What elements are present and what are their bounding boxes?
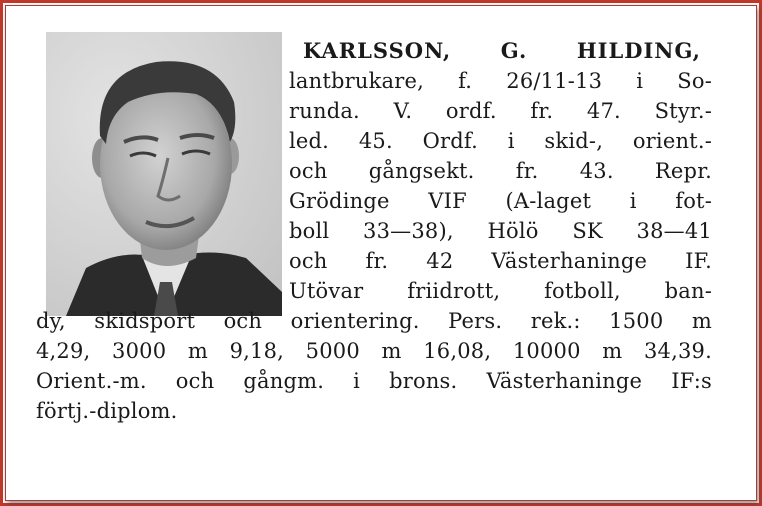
bio-line: led. 45. Ordf. i skid-, orient.- xyxy=(289,129,712,153)
bio-line: runda. V. ordf. fr. 47. Styr.- xyxy=(289,99,712,123)
portrait-photo xyxy=(46,32,282,316)
bio-line: Orient.-m. och gångm. i brons. Västerhaninge IF:s xyxy=(36,369,712,393)
bio-line: dy, skidsport och orientering. Pers. rek.: 1500 m xyxy=(36,309,712,333)
bio-line: och gångsekt. fr. 43. Repr. xyxy=(289,159,712,183)
bio-line: förtj.-diplom. xyxy=(36,399,178,423)
bio-line: Utövar friidrott, fotboll, ban- xyxy=(289,279,712,303)
bio-line: boll 33—38), Hölö SK 38—41 xyxy=(289,219,712,243)
bio-line: 4,29, 3000 m 9,18, 5000 m 16,08, 10000 m 34,39. xyxy=(36,339,712,363)
bio-line: lantbrukare, f. 26/11-13 i So- xyxy=(289,69,712,93)
bio-line: och fr. 42 Västerhaninge IF. xyxy=(289,249,712,273)
bio-line: Grödinge VIF (A-laget i fot- xyxy=(289,189,712,213)
person-name: KARLSSON, G. HILDING, xyxy=(303,38,701,63)
